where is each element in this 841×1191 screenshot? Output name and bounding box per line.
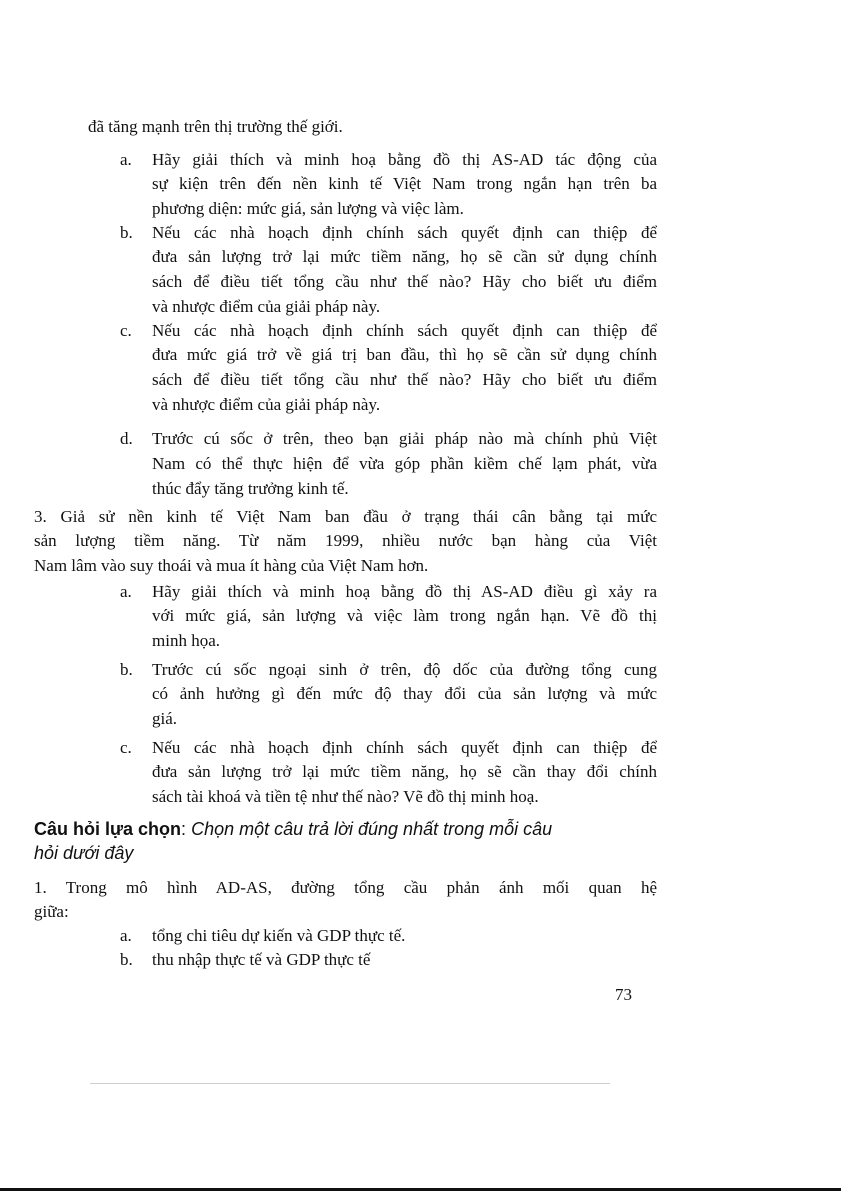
q3-c-line: sách tài khoá và tiền tệ như thế nào? Vẽ đồ thị minh hoạ. — [152, 787, 539, 806]
q3-b-line: Trước cú sốc ngoại sinh ở trên, độ dốc của đường tổng cung — [152, 660, 657, 679]
q3-a-line: Hãy giải thích và minh hoạ bằng đồ thị AS-AD điều gì xảy ra — [152, 582, 657, 601]
q3-a-line: minh họa. — [152, 631, 220, 650]
section-heading-instruction: Chọn một câu trả lời đúng nhất trong mỗi câu — [186, 819, 553, 839]
q3-stem-line: sản lượng tiềm năng. Từ năm 1999, nhiều nước bạn hàng của Việt — [34, 531, 657, 550]
q2-d-label: d. — [120, 429, 133, 448]
q2-a-line: Hãy giải thích và minh hoạ bằng đồ thị AS-AD tác động của — [152, 150, 657, 169]
mc1-a-label: a. — [120, 926, 132, 945]
q3-b-line: có ảnh hưởng gì đến mức độ thay đổi của sản lượng và mức — [152, 684, 657, 703]
section-heading — [34, 817, 552, 841]
q3-c-label: c. — [120, 738, 132, 757]
q2-d-line: thúc đẩy tăng trưởng kinh tế. — [152, 479, 349, 498]
q3-stem-line: 3. Giả sử nền kinh tế Việt Nam ban đầu ở trạng thái cân bằng tại mức — [34, 507, 657, 526]
mc1-stem-line: giữa: — [34, 902, 69, 921]
q3-c-line: Nếu các nhà hoạch định chính sách quyết định can thiệp để — [152, 738, 657, 757]
intro-line: đã tăng mạnh trên thị trường thế giới. — [88, 117, 343, 136]
q2-a-label: a. — [120, 150, 132, 169]
bottom-rule — [90, 1083, 610, 1084]
q2-c-line: Nếu các nhà hoạch định chính sách quyết định can thiệp để — [152, 321, 657, 340]
q2-b-line: và nhược điểm của giải pháp này. — [152, 297, 381, 316]
q3-b-line: giá. — [152, 709, 178, 728]
q2-a-line: phương diện: mức giá, sản lượng và việc làm. — [152, 199, 464, 218]
q2-d-line: Trước cú sốc ở trên, theo bạn giải pháp nào mà chính phủ Việt — [152, 429, 657, 448]
q3-a-line: với mức giá, sản lượng và việc làm trong ngắn hạn. Vẽ đồ thị — [152, 606, 657, 625]
q2-b-label: b. — [120, 223, 133, 242]
q3-a-label: a. — [120, 582, 132, 601]
q2-c-label: c. — [120, 321, 132, 340]
q2-b-line: đưa sản lượng trở lại mức tiềm năng, họ sẽ cần sử dụng chính — [152, 247, 657, 266]
mc1-a-text: tổng chi tiêu dự kiến và GDP thực tế. — [152, 926, 406, 945]
q2-b-line: sách để điều tiết tổng cầu như thế nào? Hãy cho biết ưu điểm — [152, 272, 657, 291]
q2-b-line: Nếu các nhà hoạch định chính sách quyết định can thiệp để — [152, 223, 657, 242]
page-number: 73 — [615, 985, 632, 1004]
mc1-b-text: thu nhập thực tế và GDP thực tế — [152, 950, 371, 969]
mc1-b-label: b. — [120, 950, 133, 969]
q2-c-line: đưa mức giá trở về giá trị ban đầu, thì họ sẽ cần sử dụng chính — [152, 345, 657, 364]
q3-stem-line: Nam lâm vào suy thoái và mua ít hàng của Việt Nam hơn. — [34, 556, 429, 575]
mc1-stem-line: 1. Trong mô hình AD-AS, đường tổng cầu phản ánh mối quan hệ — [34, 878, 657, 897]
q2-d-line: Nam có thể thực hiện để vừa góp phần kiềm chế lạm phát, vừa — [152, 454, 657, 473]
q3-b-label: b. — [120, 660, 133, 679]
section-heading-line2 — [34, 841, 133, 865]
section-heading-bold: Câu hỏi lựa chọn — [34, 819, 182, 839]
q2-a-line: sự kiện trên đến nền kinh tế Việt Nam trong ngắn hạn trên ba — [152, 174, 657, 193]
q2-c-line: và nhược điểm của giải pháp này. — [152, 395, 381, 414]
section-heading-colon: : — [181, 819, 187, 839]
section-heading-line2-text: hỏi dưới đây — [34, 843, 134, 863]
q2-c-line: sách để điều tiết tổng cầu như thế nào? Hãy cho biết ưu điểm — [152, 370, 657, 389]
q3-c-line: đưa sản lượng trở lại mức tiềm năng, họ sẽ cần thay đổi chính — [152, 762, 657, 781]
